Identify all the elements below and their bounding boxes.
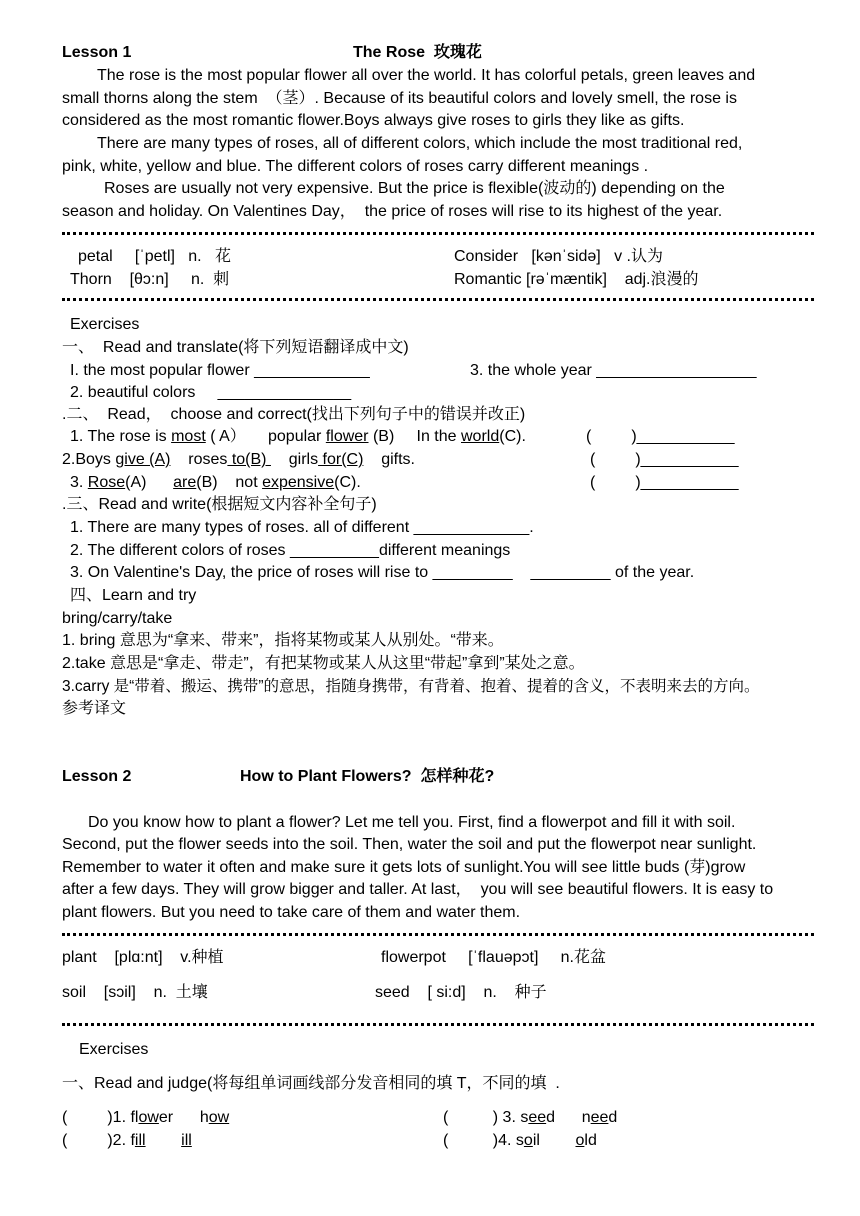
section-choose-correct: .二、 Read， choose and correct(找出下列句子中的错误并改正) <box>62 406 526 423</box>
correct-q1: 1. The rose is most ( A） popular flower (B) In the world(C). <box>70 428 526 445</box>
judge-q1: ( )1. flower how <box>62 1109 230 1126</box>
write-q3: 3. On Valentine's Day, the price of roses will rise to _________ _________ of the year. <box>70 564 695 581</box>
note-carry: 3.carry 是“带着、搬运、携带”的意思，指随身携带，有背着、抱着、提着的含义，不表明来去的方向。 <box>62 678 760 695</box>
vocab-romantic: Romantic [rəˈmæntik] adj.浪漫的 <box>454 271 699 288</box>
correct-q2-blank: ( )___________ <box>590 451 739 468</box>
lesson2-para-line: after a few days. They will grow bigger and taller. At last， you will see beautiful flowers. It is easy to <box>62 881 774 898</box>
reference-translation: 参考译文 <box>62 700 127 717</box>
lesson1-para-line: There are many types of roses, all of different colors, which include the most traditional red, <box>97 135 743 152</box>
lesson1-para-line: small thorns along the stem （茎）. Because of its beautiful colors and lovely smell, the rose is <box>62 90 737 107</box>
lesson1-para-line: The rose is the most popular flower all over the world. It has colorful petals, green leaves and <box>97 67 756 84</box>
lesson1-title: The Rose 玫瑰花 <box>353 44 482 61</box>
correct-q3-blank: ( )___________ <box>590 474 739 491</box>
judge-q3: ( ) 3. seed need <box>443 1109 618 1126</box>
correct-q3: 3. Rose(A) are(B) not expensive(C). <box>70 474 361 491</box>
lesson2-label: Lesson 2 <box>62 768 132 785</box>
lesson1-para-line: season and holiday. On Valentines Day， the price of roses will rise to its highest of the year. <box>62 203 723 220</box>
dotted-divider <box>62 232 814 235</box>
note-take: 2.take 意思是“拿走、带走”，有把某物或某人从这里“带起”拿到”某处之意。 <box>62 655 585 672</box>
section-read-judge: 一、Read and judge(将每组单词画线部分发音相同的填 T，不同的填 . <box>62 1075 560 1092</box>
lesson1-label: Lesson 1 <box>62 44 132 61</box>
translate-q3: 3. the whole year __________________ <box>470 362 757 379</box>
lesson1-para-line: considered as the most romantic flower.Boys always give roses to girls they like as gifts. <box>62 112 685 129</box>
vocab-thorn: Thorn [θɔ:n] n. 刺 <box>70 271 230 288</box>
exercises-heading: Exercises <box>79 1041 149 1058</box>
section-read-translate: 一、 Read and translate(将下列短语翻译成中文) <box>62 339 409 356</box>
lesson1-para-line: pink, white, yellow and blue. The different colors of roses carry different meanings . <box>62 158 649 175</box>
vocab-seed: seed [ si:d] n. 种子 <box>375 984 547 1001</box>
lesson2-para-line: Second, put the flower seeds into the soil. Then, water the soil and put the flowerpot near sunlight. <box>62 836 757 853</box>
dotted-divider <box>62 1023 814 1026</box>
vocab-petal: petal [ˈpetl] n. 花 <box>78 248 231 265</box>
exercises-heading: Exercises <box>70 316 140 333</box>
lesson2-para-line: plant flowers. But you need to take care of them and water them. <box>62 904 521 921</box>
vocab-soil: soil [sɔil] n. 土壤 <box>62 984 208 1001</box>
translate-q2: 2. beautiful colors _______________ <box>70 384 352 401</box>
dotted-divider <box>62 933 814 936</box>
correct-q1-blank: ( )___________ <box>586 428 735 445</box>
vocab-plant: plant [plɑ:nt] v.种植 <box>62 949 224 966</box>
section-read-write: .三、Read and write(根据短文内容补全句子) <box>62 496 377 513</box>
translate-q1: I. the most popular flower _____________ <box>70 362 370 379</box>
write-q1: 1. There are many types of roses. all of different _____________. <box>70 519 534 536</box>
lesson2-title: How to Plant Flowers? 怎样种花? <box>240 768 495 785</box>
correct-q2: 2.Boys give (A) roses to(B) girls for(C) gifts. <box>62 451 415 468</box>
note-bring: 1. bring 意思为“拿来、带来”，指将某物或某人从别处。“带来。 <box>62 632 504 649</box>
lesson1-para-line: Roses are usually not very expensive. But the price is flexible(波动的) depending on the <box>104 180 725 197</box>
section-learn-try: 四、Learn and try <box>70 587 197 604</box>
vocab-consider: Consider [kənˈsidə] v .认为 <box>454 248 663 265</box>
lesson2-para-line: Do you know how to plant a flower? Let me tell you. First, find a flowerpot and fill it with soil. <box>88 814 736 831</box>
lesson2-para-line: Remember to water it often and make sure it gets lots of sunlight.You will see little buds (芽)grow <box>62 859 746 876</box>
judge-q2: ( )2. fill ill <box>62 1132 192 1149</box>
judge-q4: ( )4. soil old <box>443 1132 597 1149</box>
dotted-divider <box>62 298 814 301</box>
vocab-flowerpot: flowerpot [ˈflauəpɔt] n.花盆 <box>381 949 606 966</box>
bring-carry-take: bring/carry/take <box>62 610 173 627</box>
write-q2: 2. The different colors of roses __________different meanings <box>70 542 511 559</box>
